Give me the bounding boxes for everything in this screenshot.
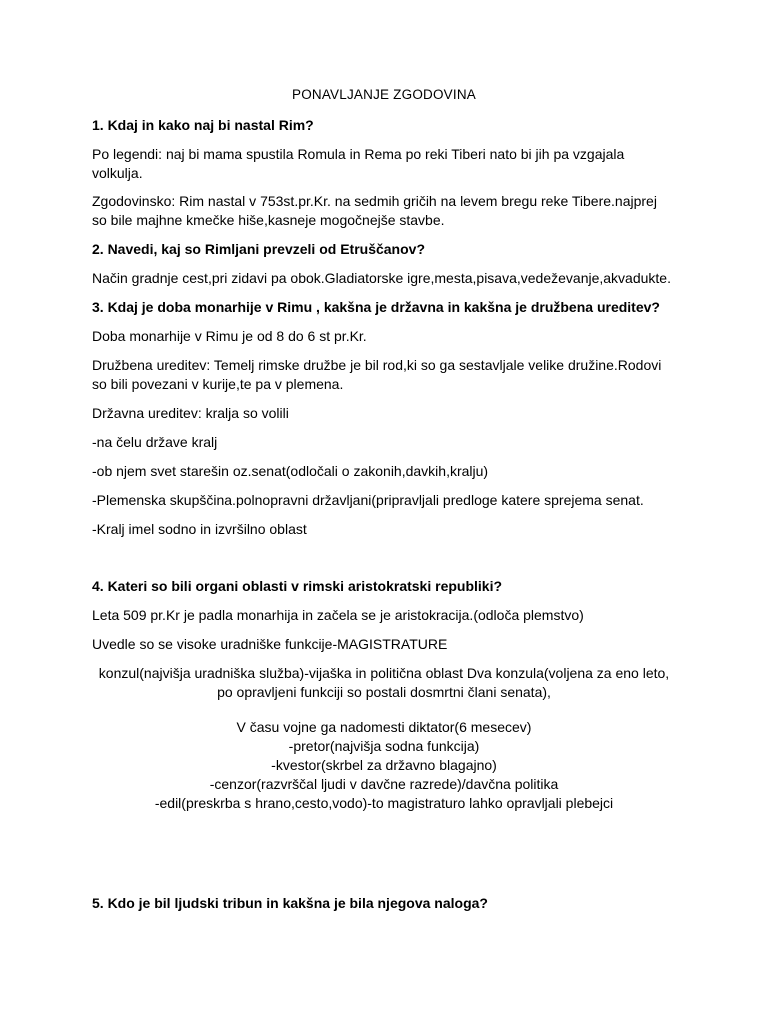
answer-4-edil: -edil(preskrba s hrano,cesto,vodo)-to magistraturo lahko opravljali plebejci bbox=[154, 795, 614, 811]
answer-4-dictator: V času vojne ga nadomesti diktator(6 mesecev) bbox=[236, 719, 532, 735]
answer-3-senate: -ob njem svet starešin oz.senat(odločali o zakonih,davkih,kralju) bbox=[92, 463, 489, 479]
answer-3-social-line-2: so bili povezani v kurije,te pa v plemena. bbox=[92, 376, 344, 392]
answer-4-magistratures: Uvedle so se visoke uradniške funkcije-MAGISTRATURE bbox=[92, 636, 448, 652]
answer-1-history-line-1: Zgodovinsko: Rim nastal v 753st.pr.Kr. na sedmih gričih na levem bregu reke Tibere.najprej bbox=[92, 193, 657, 209]
answer-4-monarchy-fall: Leta 509 pr.Kr je padla monarhija in začela se je aristokracija.(odloča plemstvo) bbox=[92, 607, 584, 623]
page-title: PONAVLJANJE ZGODOVINA bbox=[292, 87, 476, 102]
answer-3-period: Doba monarhije v Rimu je od 8 do 6 st pr.Kr. bbox=[92, 328, 367, 344]
answer-1-legend-line-2: volkulja. bbox=[92, 165, 143, 181]
answer-1-legend-line-1: Po legendi: naj bi mama spustila Romula in Rema po reki Tiberi nato bi jih pa vzgajala bbox=[92, 146, 625, 162]
question-3: 3. Kdaj je doba monarhije v Rimu , kakšna je državna in kakšna je družbena ureditev? bbox=[92, 299, 660, 315]
answer-1-history-line-2: so bile majhne kmečke hiše,kasneje mogočnejše stavbe. bbox=[92, 212, 445, 228]
answer-4-consul-line-2: po opravljeni funkciji so postali dosmrtni člani senata), bbox=[217, 684, 551, 700]
question-2: 2. Navedi, kaj so Rimljani prevzeli od Etruščanov? bbox=[92, 241, 425, 257]
answer-3-assembly: -Plemenska skupščina.polnopravni državljani(pripravljali predloge katere sprejema senat. bbox=[92, 492, 644, 508]
answer-3-social-line-1: Družbena ureditev: Temelj rimske družbe je bil rod,ki so ga sestavljale velike družine.Rodovi bbox=[92, 357, 662, 373]
answer-4-pretor: -pretor(najvišja sodna funkcija) bbox=[288, 738, 480, 754]
answer-4-consul-line-1: konzul(najvišja uradniška služba)-vijaška in politična oblast Dva konzula(voljena za eno leto, bbox=[98, 665, 670, 681]
answer-3-king: -na čelu države kralj bbox=[92, 434, 218, 450]
answer-3-state: Državna ureditev: kralja so volili bbox=[92, 405, 289, 421]
answer-4-kvestor: -kvestor(skrbel za državno blagajno) bbox=[271, 757, 497, 773]
question-1: 1. Kdaj in kako naj bi nastal Rim? bbox=[92, 117, 314, 133]
question-5: 5. Kdo je bil ljudski tribun in kakšna je bila njegova naloga? bbox=[92, 895, 488, 911]
answer-3-judicial: -Kralj imel sodno in izvršilno oblast bbox=[92, 521, 307, 537]
question-4: 4. Kateri so bili organi oblasti v rimski aristokratski republiki? bbox=[92, 578, 503, 594]
answer-4-cenzor: -cenzor(razvrščal ljudi v davčne razrede)/davčna politika bbox=[209, 776, 559, 792]
answer-2: Način gradnje cest,pri zidavi pa obok.Gladiatorske igre,mesta,pisava,vedeževanje,akvadukte. bbox=[92, 270, 671, 286]
